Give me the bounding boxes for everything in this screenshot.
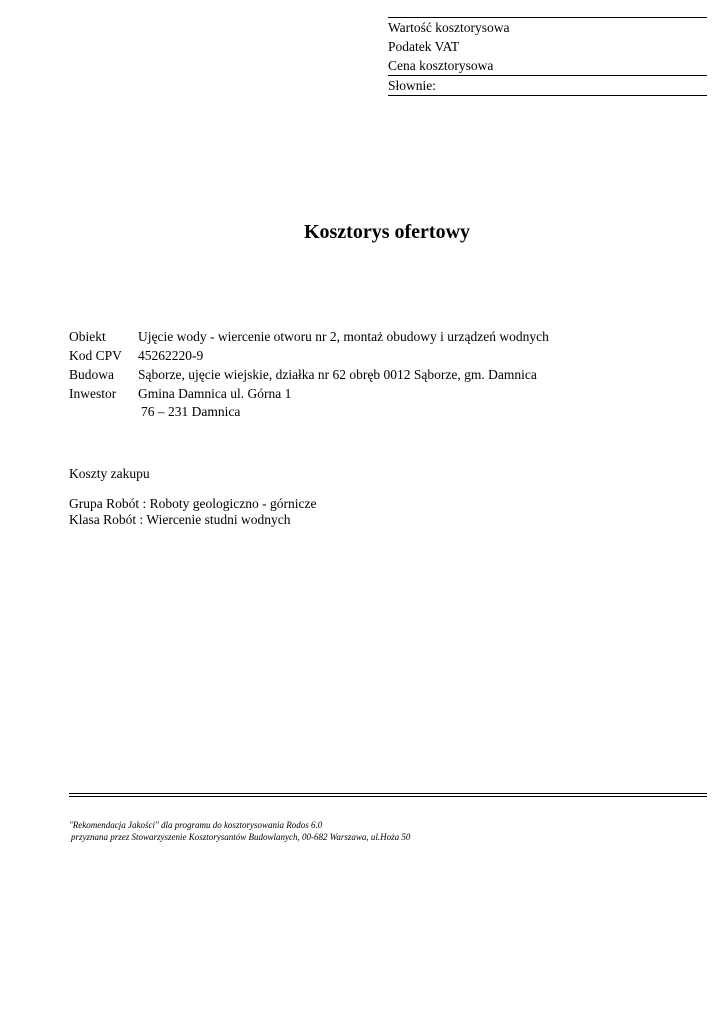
footer-note xyxy=(69,819,410,843)
work-classification xyxy=(69,496,316,528)
obiekt-label: Obiekt xyxy=(69,329,106,344)
summary-podatek-label: Podatek VAT xyxy=(388,39,460,54)
summary-wartosc-label: Wartość kosztorysowa xyxy=(388,20,510,35)
koszty-zakupu: Koszty zakupu xyxy=(69,466,150,481)
summary-cena-label: Cena kosztorysowa xyxy=(388,58,494,73)
budowa-label: Budowa xyxy=(69,367,114,382)
summary-row-podatek xyxy=(388,37,707,56)
obiekt-value: Ujęcie wody - wiercenie otworu nr 2, montaż obudowy i urządzeń wodnych xyxy=(138,329,549,344)
summary-slownie-label: Słownie: xyxy=(388,78,437,93)
info-row-budowa xyxy=(69,365,549,384)
inwestor-value-line2: 76 – 231 Damnica xyxy=(141,404,241,419)
inwestor-value: Gmina Damnica ul. Górna 1 xyxy=(138,386,292,401)
info-row-kodcpv xyxy=(69,346,549,365)
footer-line-1: "Rekomendacja Jakości" dla programu do kosztorysowania Rodos 6.0 xyxy=(69,820,323,830)
project-info xyxy=(69,327,549,420)
info-row-obiekt xyxy=(69,327,549,346)
budowa-value: Sąborze, ujęcie wiejskie, działka nr 62 obręb 0012 Sąborze, gm. Damnica xyxy=(138,367,537,382)
footer-rule-top xyxy=(69,793,707,794)
document-title: Kosztorys ofertowy xyxy=(303,221,471,243)
footer-line-2: przyznana przez Stowarzyszenie Kosztorysantów Budowlanych, 00-682 Warszawa, ul.Hoża 50 xyxy=(71,832,411,842)
info-row-inwestor xyxy=(69,384,549,403)
kodcpv-label: Kod CPV xyxy=(69,348,122,363)
kodcpv-value: 45262220-9 xyxy=(138,348,204,363)
summary-row-slownie xyxy=(388,76,707,95)
klasa-robot: Klasa Robót : Wiercenie studni wodnych xyxy=(69,512,291,527)
summary-row-cena xyxy=(388,56,707,75)
grupa-robot: Grupa Robót : Roboty geologiczno - górnicze xyxy=(69,496,317,511)
summary-row-wartosc xyxy=(388,18,707,37)
cost-summary-box xyxy=(388,17,707,96)
inwestor-label: Inwestor xyxy=(69,386,117,401)
footer-rule-bottom xyxy=(69,796,707,797)
summary-bottom-rule xyxy=(388,95,707,96)
